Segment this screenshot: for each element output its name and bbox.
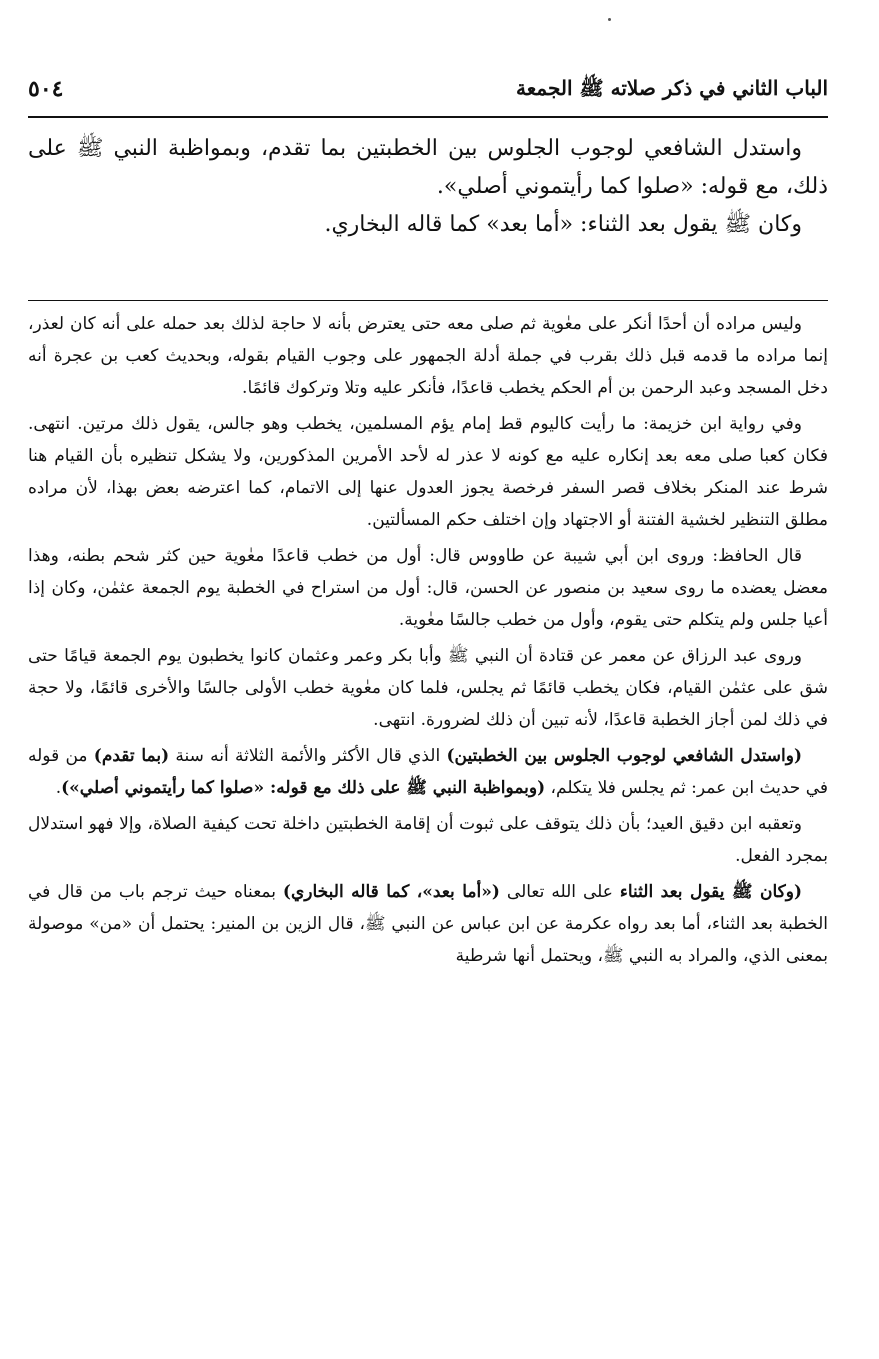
commentary-text: على الله تعالى xyxy=(499,882,620,902)
quoted-matn: (وكان ﷺ يقول بعد الثناء xyxy=(619,882,802,902)
commentary-paragraph: وروى عبد الرزاق عن معمر عن قتادة أن النبي ﷺ وأبا بكر وعمر وعثمان كانوا يخطبون يوم الجمعة قيامًا حتى شق على عثمٰن القيام، فكان يخطب قائمًا ثم يجلس، فلما كان معٰوية خطب الأولى جالسًا والأخرى قائمًا، ولا حجة في ذلك لمن أجاز الخطبة قاعدًا، لأنه تبين أن ذلك لضرورة. انتهى. xyxy=(28,646,828,730)
main-text-paragraph: وكان ﷺ يقول بعد الثناء: «أما بعد» كما قاله البخاري. xyxy=(324,212,802,237)
commentary-text: . xyxy=(55,778,62,798)
running-header xyxy=(28,70,828,110)
commentary xyxy=(28,308,828,1348)
page-number: ٥٠٤ xyxy=(28,76,64,102)
quoted-matn: («أما بعد»، كما قاله البخاري) xyxy=(282,882,500,902)
main-text xyxy=(28,130,828,244)
commentary-text: من قوله في حديث ابن عمر: ثم يجلس فلا يتكلم، xyxy=(28,746,828,798)
commentary-paragraph: وتعقبه ابن دقيق العيد؛ بأن ذلك يتوقف على ثبوت أن إقامة الخطبتين داخلة تحت كيفية الصلاة، وإلا فهو استدلال بمجرد الفعل. xyxy=(28,814,828,866)
quoted-matn: (واستدل الشافعي لوجوب الجلوس بين الخطبتين) xyxy=(446,746,802,766)
scan-speck xyxy=(608,18,611,21)
commentary-text: الذي قال الأكثر والأئمة الثلاثة أنه سنة xyxy=(169,746,447,766)
commentary-paragraph xyxy=(28,876,828,972)
quoted-matn: (وبمواظبة النبي ﷺ على ذلك مع قوله: «صلوا كما رأيتموني أصلي») xyxy=(61,778,546,798)
commentary-paragraph: وليس مراده أن أحدًا أنكر على معٰوية ثم صلى معه حتى يعترض بأنه لا حاجة لذلك بعد حمله على أنه كان لعذر، إنما مراده ما قدمه قبل ذلك بقرب في جملة أدلة الجمهور على وجوب القيام بقوله، وبحديث كعب بن عجرة أنه دخل المسجد وعبد الرحمن بن أم الحكم يخطب قاعدًا، فأنكر عليه وتلا وتركوك قائمًا. xyxy=(28,314,828,398)
quoted-matn: (بما تقدم) xyxy=(93,746,170,766)
chapter-title: الباب الثاني في ذكر صلاته ﷺ الجمعة xyxy=(516,76,828,100)
commentary-paragraph xyxy=(28,740,828,804)
main-text-paragraph: واستدل الشافعي لوجوب الجلوس بين الخطبتين بما تقدم، وبمواظبة النبي ﷺ على ذلك، مع قوله: «صلوا كما رأيتموني أصلي». xyxy=(28,136,828,199)
commentary-separator xyxy=(28,300,828,301)
commentary-paragraph: وفي رواية ابن خزيمة: ما رأيت كاليوم قط إمام يؤم المسلمين، يخطب وهو جالس، يقول ذلك مرتين. انتهى. فكان كعبا صلى معه بعد إنكاره عليه مع كونه لا عذر له لأحد الأمرين المذكورين، ولا يشكل تنظيره بأن القيام هنا شرط عند المنكر بخلاف قصر السفر فرخصة يجوز العدول عنها إلى الاتمام، كما اعترضه بعض بهذا، لأن مراده مطلق التنظير لخشية الفتنة أو الاجتهاد وإن اختلف حكم المسألتين. xyxy=(28,414,828,530)
commentary-text: بمعناه حيث ترجم باب من قال في الخطبة بعد الثناء، أما بعد رواه عكرمة عن ابن عباس عن النبي ﷺ، قال الزين بن المنير: يحتمل أن «من» موصولة بمعنى الذي، والمراد به النبي ﷺ، ويحتمل أنها شرطية xyxy=(28,882,828,966)
commentary-paragraph: قال الحافظ: وروى ابن أبي شيبة عن طاووس قال: أول من خطب قاعدًا معٰوية حين كثر شحم بطنه، وهذا معضل يعضده ما روى سعيد بن منصور عن الحسن، قال: أول من استراح في الخطبة يوم الجمعة عثمٰن، وكان إذا أعيا جلس ولم يتكلم حتى يقوم، وأول من خطب جالسًا معٰوية. xyxy=(28,546,828,630)
header-rule xyxy=(28,116,828,118)
